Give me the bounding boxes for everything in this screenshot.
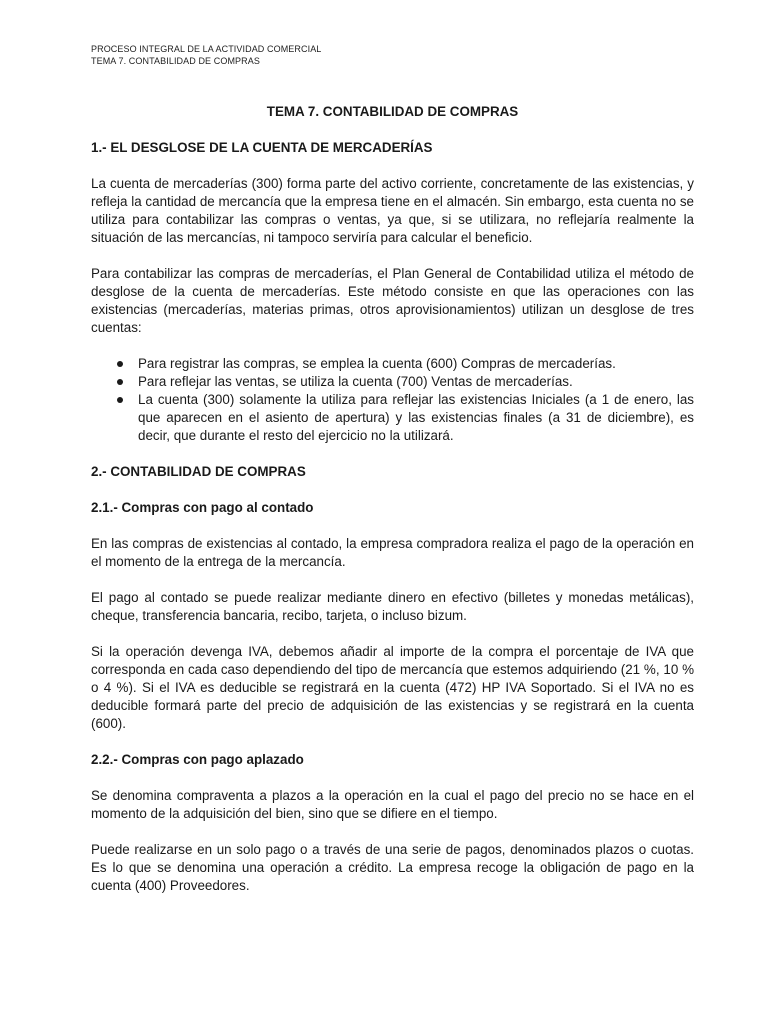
bullet-text: La cuenta (300) solamente la utiliza para reflejar las existencias Iniciales (a 1 de enero, las que aparecen en el asiento de apertura) y las existencias finales (a 31 de diciembre), es decir, que durante el resto del ejercicio no la utilizará. — [138, 392, 694, 443]
section-1-paragraph-1: La cuenta de mercaderías (300) forma parte del activo corriente, concretamente de las existencias, y refleja la cantidad de mercancía que la empresa tiene en el almacén. Sin embargo, esta cuenta no se utiliza para contabilizar las compras o ventas, ya que, si se utilizara, no reflejaría realmente la situación de las mercancías, ni tampoco serviría para calcular el beneficio. — [91, 176, 694, 245]
section-2-1-paragraph-3: Si la operación devenga IVA, debemos añadir al importe de la compra el porcentaje de IVA que corresponda en cada caso dependiendo del tipo de mercancía que estemos adquiriendo (21 %, 10 % o 4 %). Si el IVA es deducible se registrará en la cuenta (472) HP IVA Soportado. Si el IVA no es deducible formará parte del precio de adquisición de las existencias y se registrará en la cuenta (600). — [91, 644, 694, 731]
accounts-bullet-list — [91, 355, 694, 445]
header-topic: TEMA 7. CONTABILIDAD DE COMPRAS — [91, 56, 260, 66]
document-title: TEMA 7. CONTABILIDAD DE COMPRAS — [266, 104, 519, 119]
section-2-2-paragraph-2: Puede realizarse en un solo pago o a través de una serie de pagos, denominados plazos o cuotas. Es lo que se denomina una operación a crédito. La empresa recoge la obligación de pago en la cuenta (400) Proveedores. — [91, 842, 694, 893]
section-2-2-paragraph-1: Se denomina compraventa a plazos a la operación en la cual el pago del precio no se hace en el momento de la adquisición del bien, sino que se difiere en el tiempo. — [91, 788, 694, 821]
bullet-icon — [117, 397, 123, 403]
bullet-icon — [117, 379, 123, 385]
page-header — [91, 43, 321, 67]
bullet-text: Para reflejar las ventas, se utiliza la cuenta (700) Ventas de mercaderías. — [138, 374, 573, 389]
section-2-1-paragraph-1: En las compras de existencias al contado, la empresa compradora realiza el pago de la operación en el momento de la entrega de la mercancía. — [91, 536, 694, 569]
section-1-heading: 1.- EL DESGLOSE DE LA CUENTA DE MERCADERÍAS — [91, 140, 433, 155]
section-2-heading: 2.- CONTABILIDAD DE COMPRAS — [91, 464, 306, 479]
section-2-1-heading: 2.1.- Compras con pago al contado — [91, 500, 314, 515]
bullet-item — [91, 391, 694, 445]
section-2-1-paragraph-2: El pago al contado se puede realizar mediante dinero en efectivo (billetes y monedas metálicas), cheque, transferencia bancaria, recibo, tarjeta, o incluso bizum. — [91, 590, 694, 623]
section-1-paragraph-2: Para contabilizar las compras de mercaderías, el Plan General de Contabilidad utiliza el método de desglose de la cuenta de mercaderías. Este método consiste en que las operaciones con las existencias (mercaderías, materias primas, otros aprovisionamientos) utilizan un desglose de tres cuentas: — [91, 266, 694, 335]
bullet-text: Para registrar las compras, se emplea la cuenta (600) Compras de mercaderías. — [138, 356, 616, 371]
bullet-item — [91, 373, 694, 391]
document-body — [91, 103, 694, 913]
bullet-icon — [117, 361, 123, 367]
header-course: PROCESO INTEGRAL DE LA ACTIVIDAD COMERCIAL — [91, 44, 322, 54]
bullet-item — [91, 355, 694, 373]
section-2-2-heading: 2.2.- Compras con pago aplazado — [91, 752, 304, 767]
